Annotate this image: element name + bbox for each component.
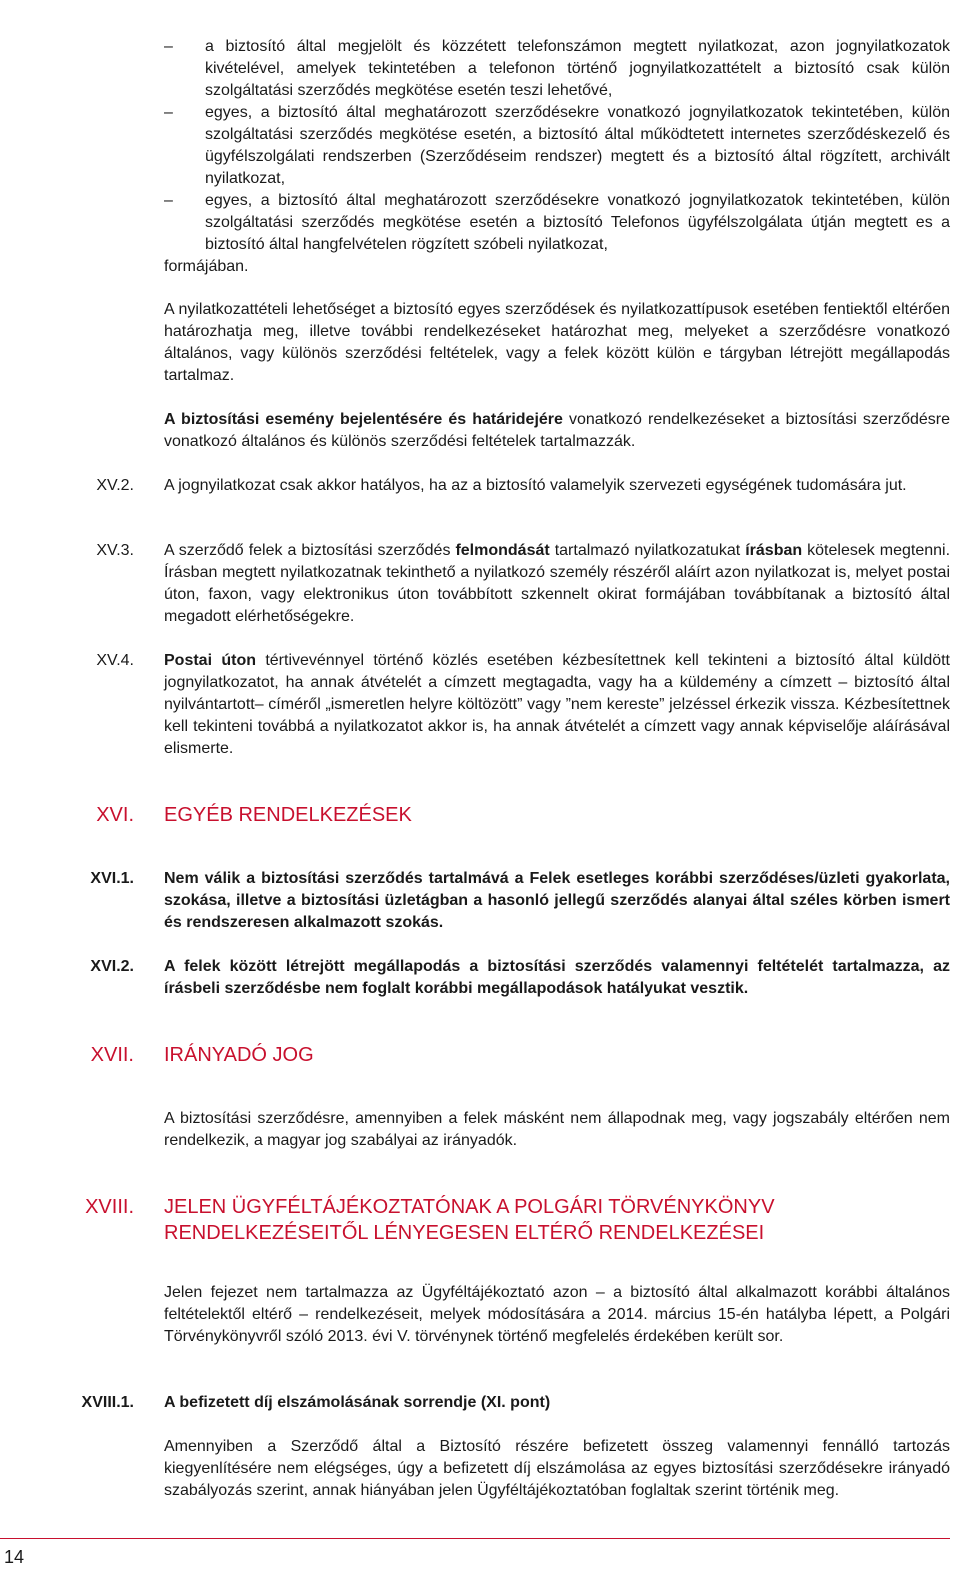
- section-text-xv3: [164, 540, 950, 628]
- chapter-number-xvi: XVI.: [96, 804, 134, 826]
- bullet-item-call-center: egyes, a biztosító által meghatározott szerződésekre vonatkozó jognyilatkozatok tekintetében, külön szolgáltatási szerződés megkötése esetén a biztosító Telefonos ügyfélszolgálata útján megtett es a biztosító által hangfelvételen rögzített szóbeli nyilatkozat,: [205, 192, 950, 253]
- text-fragment: A szerződő felek a biztosítási szerződés: [164, 542, 456, 559]
- bullet-list-ending: formájában.: [164, 258, 249, 275]
- text-fragment: tértivevénnyel történő közlés esetében kézbesítettnek kell tekinteni a biztosító által küldött jognyilatkozatot, ha annak átvételét a címzett megtagadta, vagy ha a küldemény a címzett – biztosító által nyilvántartott– címéről „ismeretlen helyre költözött” vagy ”nem kereste” jelzéssel érkezik vissza. Kézbesítettnek kell tekinteni továbbá a nyilatkozatot akkor is, ha annak átvételét a címzett vagy annak képviselője aláírásával elismerte.: [164, 652, 951, 757]
- chapter-title-xviii: [164, 1194, 950, 1246]
- text-fragment: kötelesek megtenni. Írásban megtett nyilatkozatnak tekinthető a nyilatkozó személy részéről aláírt azon nyilatkozat is, melyet postai úton, faxon, vagy elektronikus úton továbbított szkennelt okirat formájában továbbítanak a biztosító által megadott elérhetőségekre.: [164, 542, 951, 625]
- section-text-xviii1: Amennyiben a Szerződő által a Biztosító részére befizetett összeg valamennyi fennálló tartozás kiegyenlítésére nem elégséges, úgy a befizetett díj elszámolása az egyes biztosítási szerződésekre irányadó szabályozás szerint, annak hiányában jelen Ügyféltájékoztatóban foglaltak szerint történik meg.: [164, 1438, 950, 1499]
- paragraph-declaration-options: A nyilatkozattételi lehetőséget a biztosító egyes szerződések és nyilatkozattípusok esetében fentiektől eltérően határozhatja meg, illetve további rendelkezéseket határozhat meg, melyeket a szerződésre vonatkozó általános, vagy különös szerződési feltételek, vagy a felek között külön e tárgyban létrejött megállapodás tartalmaz.: [164, 301, 950, 384]
- chapter-number-xvii: XVII.: [90, 1044, 134, 1066]
- bullet-item-internet: egyes, a biztosító által meghatározott szerződésekre vonatkozó jognyilatkozatok tekintetében, külön szolgáltatási szerződés megkötése esetén, a biztosító által működtetett internetes szerződéskezelő és ügyfélszolgálati rendszerben (Szerződéseim rendszer) megtett és a biztosító által rögzített, archivált nyilatkozat,: [205, 104, 950, 187]
- section-text-xvi2: A felek között létrejött megállapodás a biztosítási szerződés valamennyi feltételét tartalmazza, az írásbeli szerződésbe nem foglalt korábbi megállapodások hatályukat vesztik.: [164, 958, 950, 997]
- bullet-dash: –: [164, 192, 173, 209]
- section-number-xv3: XV.3.: [96, 542, 134, 559]
- chapter-title-xviii-line1: JELEN ÜGYFÉLTÁJÉKOZTATÓNAK A POLGÁRI TÖRVÉNYKÖNYV: [164, 1196, 775, 1218]
- chapter-title-xvii: IRÁNYADÓ JOG: [164, 1044, 314, 1066]
- section-title-xviii1: A befizetett díj elszámolásának sorrendje (XI. pont): [164, 1394, 551, 1411]
- section-text-xvii: A biztosítási szerződésre, amennyiben a felek másként nem állapodnak meg, vagy jogszabály eltérően nem rendelkezik, a magyar jog szabályai az irányadók.: [164, 1110, 950, 1149]
- bold-fragment: Postai úton: [164, 652, 256, 669]
- section-number-xvi2: XVI.2.: [90, 958, 134, 975]
- footer-divider: [0, 1538, 950, 1539]
- section-text-xv4: [164, 650, 950, 760]
- bold-fragment: írásban: [745, 542, 803, 559]
- section-text-xvi1: Nem válik a biztosítási szerződés tartalmává a Felek esetleges korábbi szerződéses/üzleti gyakorlata, szokása, illetve a biztosítási üzletágban a hasonló jellegű szerződés alanyai által széles körben ismert és rendszeresen alkalmazott szokás.: [164, 870, 950, 931]
- section-number-xv4: XV.4.: [96, 652, 134, 669]
- chapter-title-xvi: EGYÉB RENDELKEZÉSEK: [164, 804, 412, 826]
- section-intro-xviii: Jelen fejezet nem tartalmazza az Ügyféltájékoztató azon – a biztosító által alkalmazott korábbi általános feltételektől eltérő – rendelkezéseit, melyek módosítására a 2014. március 15-én hatályba lépett, a Polgári Törvénykönyvről szóló 2013. évi V. törvénynek történő megfelelés érdekében került sor.: [164, 1284, 950, 1345]
- bullet-dash: –: [164, 104, 173, 121]
- section-number-xviii1: XVIII.1.: [81, 1394, 134, 1411]
- paragraph-claim-reporting: [164, 409, 950, 453]
- section-number-xv2: XV.2.: [96, 477, 134, 494]
- paragraph-claim-reporting-bold: A biztosítási esemény bejelentésére és határidejére: [164, 411, 563, 428]
- chapter-title-xviii-line2: RENDELKEZÉSEITŐL LÉNYEGESEN ELTÉRŐ RENDELKEZÉSEI: [164, 1222, 765, 1244]
- section-text-xv2: A jognyilatkozat csak akkor hatályos, ha az a biztosító valamelyik szervezeti egységének tudomására jut.: [164, 477, 907, 494]
- bold-fragment: felmondását: [455, 542, 550, 559]
- bullet-item-phone: a biztosító által megjelölt és közzétett telefonszámon megtett nyilatkozat, azon jognyilatkozatok kivételével, amelyek tekintetében a telefonon történő jognyilatkozattételt a biztosító csak külön szolgáltatási szerződés megkötése esetén teszi lehetővé,: [205, 38, 950, 99]
- chapter-number-xviii: XVIII.: [85, 1196, 134, 1218]
- text-fragment: tartalmazó nyilatkozatukat: [549, 542, 746, 559]
- page-number: 14: [4, 1547, 25, 1567]
- section-number-xvi1: XVI.1.: [90, 870, 134, 887]
- bullet-dash: –: [164, 38, 173, 55]
- paragraph-claim-reporting-text: vonatkozó rendelkezéseket a biztosítási szerződésre vonatkozó általános és különös szerződési feltételek tartalmazzák.: [164, 411, 951, 450]
